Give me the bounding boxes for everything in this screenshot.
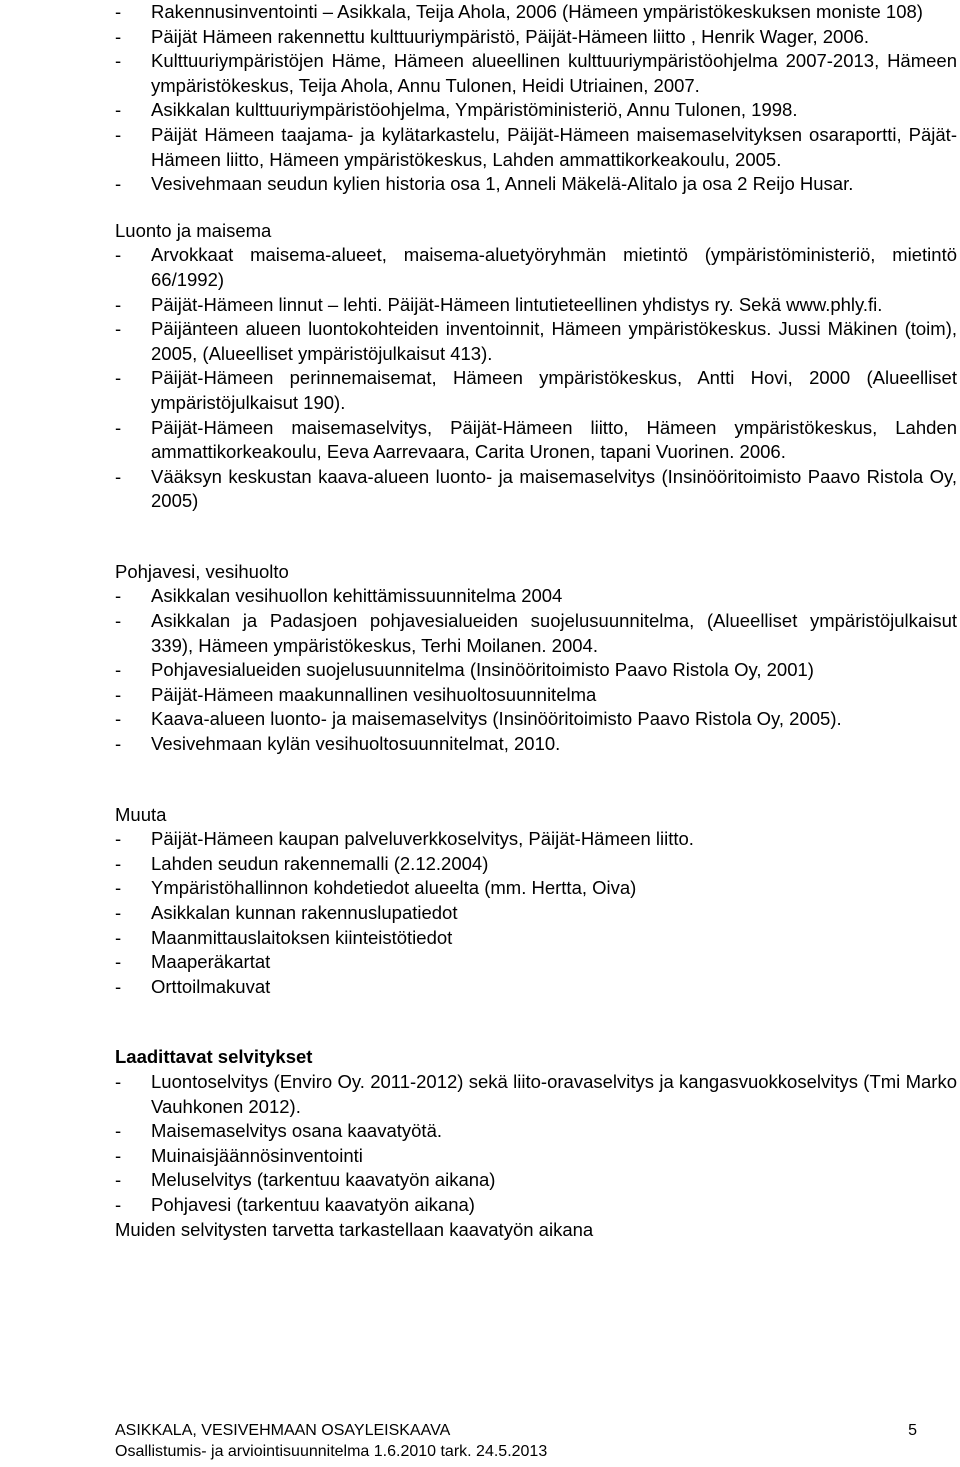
list-item: - Pohjavesi (tarkentuu kaavatyön aikana) (115, 1193, 957, 1218)
footer-document-subtitle: Osallistumis- ja arviointisuunnitelma 1.6.2010 tark. 24.5.2013 (115, 1443, 548, 1460)
list-item: - Orttoilmakuvat (115, 975, 957, 1000)
list-item: - Maanmittauslaitoksen kiinteistötiedot (115, 926, 957, 951)
intro-list (115, 0, 957, 197)
muuta-list (115, 827, 957, 999)
list-item: - Päijät-Hämeen kaupan palveluverkkoselvitys, Päijät-Hämeen liitto. (115, 827, 957, 852)
pohjavesi-list (115, 584, 957, 756)
section-heading-muuta: Muuta (115, 803, 167, 825)
section-heading-luonto: Luonto ja maisema (115, 219, 272, 241)
page-footer (115, 1420, 917, 1462)
list-item: - Meluselvitys (tarkentuu kaavatyön aikana) (115, 1168, 957, 1193)
section-heading-pohjavesi: Pohjavesi, vesihuolto (115, 560, 289, 582)
list-item: - Ympäristöhallinnon kohdetiedot alueelta (mm. Hertta, Oiva) (115, 876, 957, 901)
closing-note: Muiden selvitysten tarvetta tarkastellaan kaavatyön aikana (115, 1218, 594, 1240)
list-item: - Päijät-Hämeen linnut – lehti. Päijät-Hämeen lintutieteellinen yhdistys ry. Sekä www.phly.fi. (115, 293, 957, 318)
footer-document-title: ASIKKALA, VESIVEHMAAN OSAYLEISKAAVA (115, 1422, 451, 1439)
list-item: - Kaava-alueen luonto- ja maisemaselvitys (Insinööritoimisto Paavo Ristola Oy, 2005). (115, 707, 957, 732)
list-item: - Luontoselvitys (Enviro Oy. 2011-2012) sekä liito-oravaselvitys ja kangasvuokkoselvitys (Tmi Marko Vauhkonen 2012). (115, 1070, 957, 1119)
list-item: - Vääksyn keskustan kaava-alueen luonto- ja maisemaselvitys (Insinööritoimisto Paavo Ristola Oy, 2005) (115, 465, 957, 514)
list-item: - Kulttuuriympäristöjen Häme, Hämeen alueellinen kulttuuriympäristöohjelma 2007-2013, Hämeen ympäristökeskus, Teija Ahola, Annu Tulonen, Heidi Utriainen, 2007. (115, 49, 957, 98)
section-heading-laadittavat: Laadittavat selvitykset (115, 1046, 313, 1068)
list-item: - Vesivehmaan kylän vesihuoltosuunnitelmat, 2010. (115, 732, 957, 757)
list-item: - Maisemaselvitys osana kaavatyötä. (115, 1119, 957, 1144)
list-item: - Asikkalan kulttuuriympäristöohjelma, Ympäristöministeriö, Annu Tulonen, 1998. (115, 98, 957, 123)
list-item: - Päijät-Hämeen maakunnallinen vesihuoltosuunnitelma (115, 683, 957, 708)
list-item: - Asikkalan ja Padasjoen pohjavesialueiden suojelusuunnitelma, (Alueelliset ympäristöjulkaisut 339), Hämeen ympäristökeskus, Terhi Moilanen. 2004. (115, 609, 957, 658)
list-item: - Muinaisjäännösinventointi (115, 1144, 957, 1169)
list-item: - Asikkalan kunnan rakennuslupatiedot (115, 901, 957, 926)
list-item: - Päijänteen alueen luontokohteiden inventoinnit, Hämeen ympäristökeskus. Jussi Mäkinen (toim), 2005, (Alueelliset ympäristöjulkaisut 413). (115, 317, 957, 366)
list-item: - Arvokkaat maisema-alueet, maisema-aluetyöryhmän mietintö (ympäristöministeriö, mietintö 66/1992) (115, 243, 957, 292)
luonto-list (115, 243, 957, 514)
list-item: - Vesivehmaan seudun kylien historia osa 1, Anneli Mäkelä-Alitalo ja osa 2 Reijo Husar. (115, 172, 957, 197)
list-item: - Maaperäkartat (115, 950, 957, 975)
list-item: - Päijät Hämeen taajama- ja kylätarkastelu, Päijät-Hämeen maisemaselvityksen osaraportti, Päjät-Hämeen liitto, Hämeen ympäristökeskus, Lahden ammattikorkeakoulu, 2005. (115, 123, 957, 172)
page-number: 5 (908, 1422, 917, 1439)
document-content (115, 0, 957, 1242)
list-item: - Päijät-Hämeen perinnemaisemat, Hämeen ympäristökeskus, Antti Hovi, 2000 (Alueelliset ympäristöjulkaisut 190). (115, 366, 957, 415)
laadittavat-list (115, 1070, 957, 1218)
list-item: - Lahden seudun rakennemalli (2.12.2004) (115, 852, 957, 877)
list-item: - Päijät-Hämeen maisemaselvitys, Päijät-Hämeen liitto, Hämeen ympäristökeskus, Lahden ammattikorkeakoulu, Eeva Aarrevaara, Carita Uronen, tapani Vuorinen. 2006. (115, 416, 957, 465)
list-item: - Asikkalan vesihuollon kehittämissuunnitelma 2004 (115, 584, 957, 609)
list-item: - Pohjavesialueiden suojelusuunnitelma (Insinööritoimisto Paavo Ristola Oy, 2001) (115, 658, 957, 683)
list-item: - Rakennusinventointi – Asikkala, Teija Ahola, 2006 (Hämeen ympäristökeskuksen moniste 108) (115, 0, 957, 25)
list-item: - Päijät Hämeen rakennettu kulttuuriympäristö, Päijät-Hämeen liitto , Henrik Wager, 2006. (115, 25, 957, 50)
